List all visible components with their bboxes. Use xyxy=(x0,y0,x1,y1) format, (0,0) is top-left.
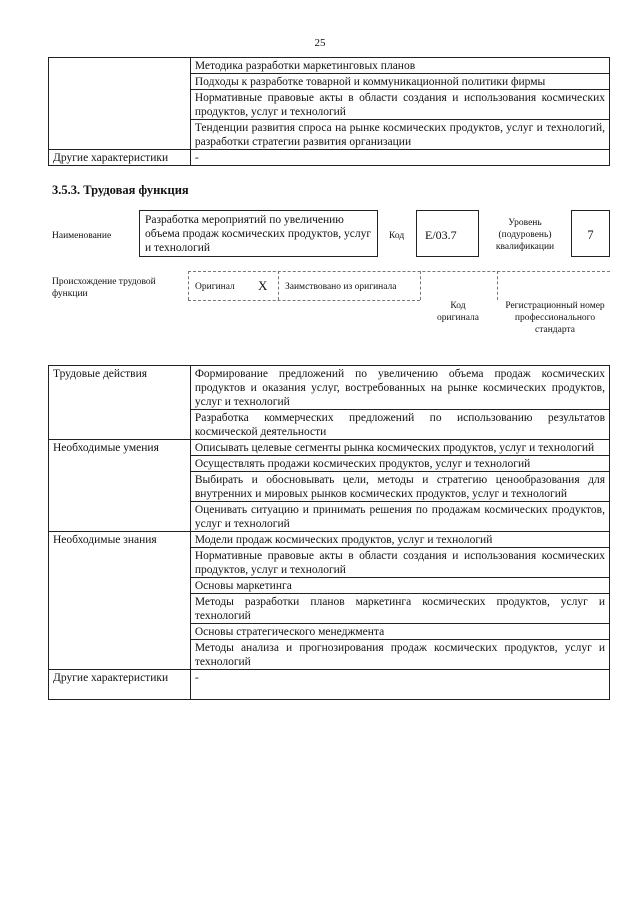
original-mark: X xyxy=(258,278,268,293)
original-code-caption: Код оригинала xyxy=(437,301,479,323)
section-title: 3.5.3. Трудовая функция xyxy=(52,183,189,197)
table-cell: Тенденции развития спроса на рынке космических продуктов, услуг и технологий, разработки стратегии развития организации xyxy=(190,120,609,150)
table-cell: Оценивать ситуацию и принимать решения по продажам космических продуктов, услуг и технологий xyxy=(190,502,609,532)
original-label: Оригинал xyxy=(195,282,235,292)
code-box xyxy=(416,210,479,257)
table-cell: Нормативные правовые акты в области создания и использования космических продуктов, услуг и технологий xyxy=(190,548,609,578)
table-cell: Другие характеристики xyxy=(49,150,191,166)
table-cell: Нормативные правовые акты в области создания и использования космических продуктов, услуг и технологий xyxy=(190,90,609,120)
table-cell: Описывать целевые сегменты рынка космических продуктов, услуг и технологий xyxy=(190,440,609,456)
labor-actions-label: Трудовые действия xyxy=(49,366,191,440)
table-cell: Разработка коммерческих предложений по использованию результатов космической деятельности xyxy=(190,410,609,440)
table-row xyxy=(49,58,610,74)
table-row xyxy=(49,440,610,456)
other-characteristics-label: Другие характеристики xyxy=(49,670,191,700)
table-cell: Методика разработки маркетинговых планов xyxy=(190,58,609,74)
table-cell: Основы стратегического менеджмента xyxy=(190,624,609,640)
table-cell: Выбирать и обосновывать цели, методы и стратегию ценообразования для внутренних и мировых рынков космических продуктов, услуг и технологий xyxy=(190,472,609,502)
table-cell: Основы маркетинга xyxy=(190,578,609,594)
table-row xyxy=(49,532,610,548)
origin-label: Происхождение трудовой функции xyxy=(52,277,156,299)
table-cell: Методы разработки планов маркетинга космических продуктов, услуг и технологий xyxy=(190,594,609,624)
table-row xyxy=(49,150,610,166)
level-value: 7 xyxy=(587,228,594,242)
table-cell: Осуществлять продажи космических продуктов, услуг и технологий xyxy=(190,456,609,472)
name-label: Наименование xyxy=(52,231,112,241)
main-table xyxy=(48,365,610,700)
function-name: Разработка мероприятий по увеличению объема продаж космических продуктов, услуг и технологий xyxy=(145,214,372,254)
table-cell: Модели продаж космических продуктов, услуг и технологий xyxy=(190,532,609,548)
page-number: 25 xyxy=(314,37,326,49)
registration-number-caption: Регистрационный номер профессионального стандарта xyxy=(505,301,605,335)
top-table xyxy=(48,57,610,166)
table-cell: Подходы к разработке товарной и коммуникационной политики фирмы xyxy=(190,74,609,90)
level-label: Уровень (подуровень) квалификации xyxy=(495,218,555,252)
table-cell: - xyxy=(190,150,609,166)
function-name-box xyxy=(139,210,378,257)
top-table-left-cell xyxy=(49,58,191,150)
borrowed-label: Заимствовано из оригинала xyxy=(285,282,397,292)
skills-label: Необходимые умения xyxy=(49,440,191,532)
code-label: Код xyxy=(389,231,405,241)
table-cell: Методы анализа и прогнозирования продаж космических продуктов, услуг и технологий xyxy=(190,640,609,670)
knowledge-label: Необходимые знания xyxy=(49,532,191,670)
table-row xyxy=(49,670,610,700)
table-cell: - xyxy=(190,670,609,700)
table-cell: Формирование предложений по увеличению объема продаж космических продуктов и оказания услуг, востребованных на рынке космических продуктов, услуг и технологий xyxy=(190,366,609,410)
level-box xyxy=(571,210,610,257)
table-row xyxy=(49,366,610,410)
code-value: E/03.7 xyxy=(425,228,457,242)
